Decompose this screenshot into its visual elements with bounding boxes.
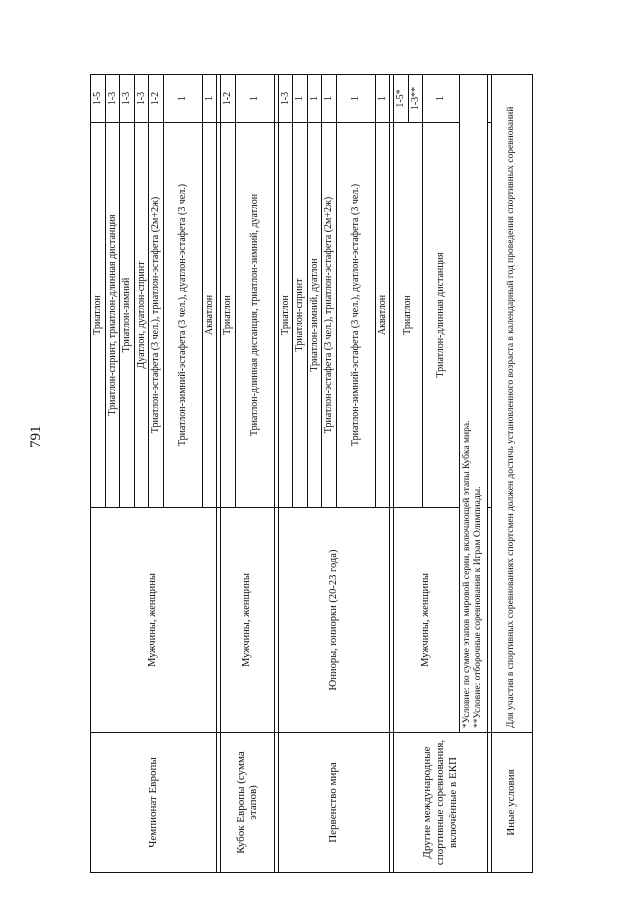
place-cell: 1 xyxy=(423,75,460,123)
rotated-table-container xyxy=(90,75,564,873)
footnote: **Условие: отборочные соревнования к Играм Олимпиады. xyxy=(473,486,484,728)
place-cell: 1 xyxy=(235,75,274,123)
discipline-cell: Триатлон-зимний xyxy=(120,123,135,508)
place-cell: 1-3 xyxy=(120,75,135,123)
discipline-cell: Триатлон xyxy=(221,123,236,508)
place-cell: 1 xyxy=(322,75,337,123)
table-row xyxy=(491,75,532,873)
conditions-text-cell: Для участия в спортивных соревнованиях спортсмен должен достичь установленного возраста в календарный год проведения спортивных соревнований xyxy=(491,75,532,733)
competition-cell: Чемпионат Европы xyxy=(91,733,217,873)
category-cell: Мужчины, женщины xyxy=(91,508,217,733)
footnotes-cell xyxy=(460,75,488,733)
discipline-cell: Дуатлон, дуатлон-спринт xyxy=(134,123,149,508)
discipline-cell: Акватлон xyxy=(202,123,217,508)
discipline-cell: Триатлон xyxy=(278,123,293,508)
table-row xyxy=(278,75,293,873)
place-cell: 1 xyxy=(202,75,217,123)
discipline-cell: Триатлон-спринт, триатлон-длинная дистанция xyxy=(105,123,120,508)
table-row xyxy=(91,75,106,873)
competition-table xyxy=(90,74,533,873)
place-cell: 1 xyxy=(163,75,202,123)
competition-cell: Другие международные спортивные соревнования, включённые в ЕКП xyxy=(394,733,488,873)
place-cell: 1-2 xyxy=(149,75,164,123)
category-cell: Юниоры, юниорки (20-23 года) xyxy=(278,508,390,733)
category-cell: Мужчины, женщины xyxy=(394,508,460,733)
place-cell: 1 xyxy=(336,75,375,123)
discipline-cell: Триатлон-длинная дистанция xyxy=(423,123,460,508)
discipline-cell: Триатлон xyxy=(91,123,106,508)
table-row xyxy=(394,75,409,873)
discipline-cell: Акватлон xyxy=(375,123,390,508)
place-cell: 1 xyxy=(293,75,308,123)
page-number: 791 xyxy=(28,425,44,448)
discipline-cell: Триатлон-длинная дистанция, триатлон-зимний, дуатлон xyxy=(235,123,274,508)
footnote: *Условие: по сумме этапов мировой серии, включающей этапы Кубка мира. xyxy=(462,420,472,728)
place-cell: 1-5* xyxy=(394,75,409,123)
place-cell: 1 xyxy=(375,75,390,123)
category-cell: Мужчины, женщины xyxy=(221,508,275,733)
place-cell: 1-3** xyxy=(408,75,423,123)
discipline-cell: Триатлон-зимний, дуатлон xyxy=(307,123,322,508)
competition-cell: Первенство мира xyxy=(278,733,390,873)
discipline-cell: Триатлон-эстафета (3 чел.), триатлон-эстафета (2м+2ж) xyxy=(149,123,164,508)
place-cell: 1-2 xyxy=(221,75,236,123)
competition-cell: Кубок Европы (сумма этапов) xyxy=(221,733,275,873)
place-cell: 1 xyxy=(307,75,322,123)
discipline-cell: Триатлон-зимний-эстафета (3 чел.), дуатлон-эстафета (3 чел.) xyxy=(336,123,375,508)
table-row xyxy=(221,75,236,873)
discipline-cell: Триатлон-спринт xyxy=(293,123,308,508)
place-cell: 1-3 xyxy=(134,75,149,123)
discipline-cell: Триатлон-эстафета (3 чел.), триатлон-эстафета (2м+2ж) xyxy=(322,123,337,508)
place-cell: 1-3 xyxy=(105,75,120,123)
discipline-cell: Триатлон xyxy=(394,123,423,508)
place-cell: 1-5 xyxy=(91,75,106,123)
conditions-label-cell: Иные условия xyxy=(491,733,532,873)
discipline-cell: Триатлон-зимний-эстафета (3 чел.), дуатлон-эстафета (3 чел.) xyxy=(163,123,202,508)
place-cell: 1-3 xyxy=(278,75,293,123)
